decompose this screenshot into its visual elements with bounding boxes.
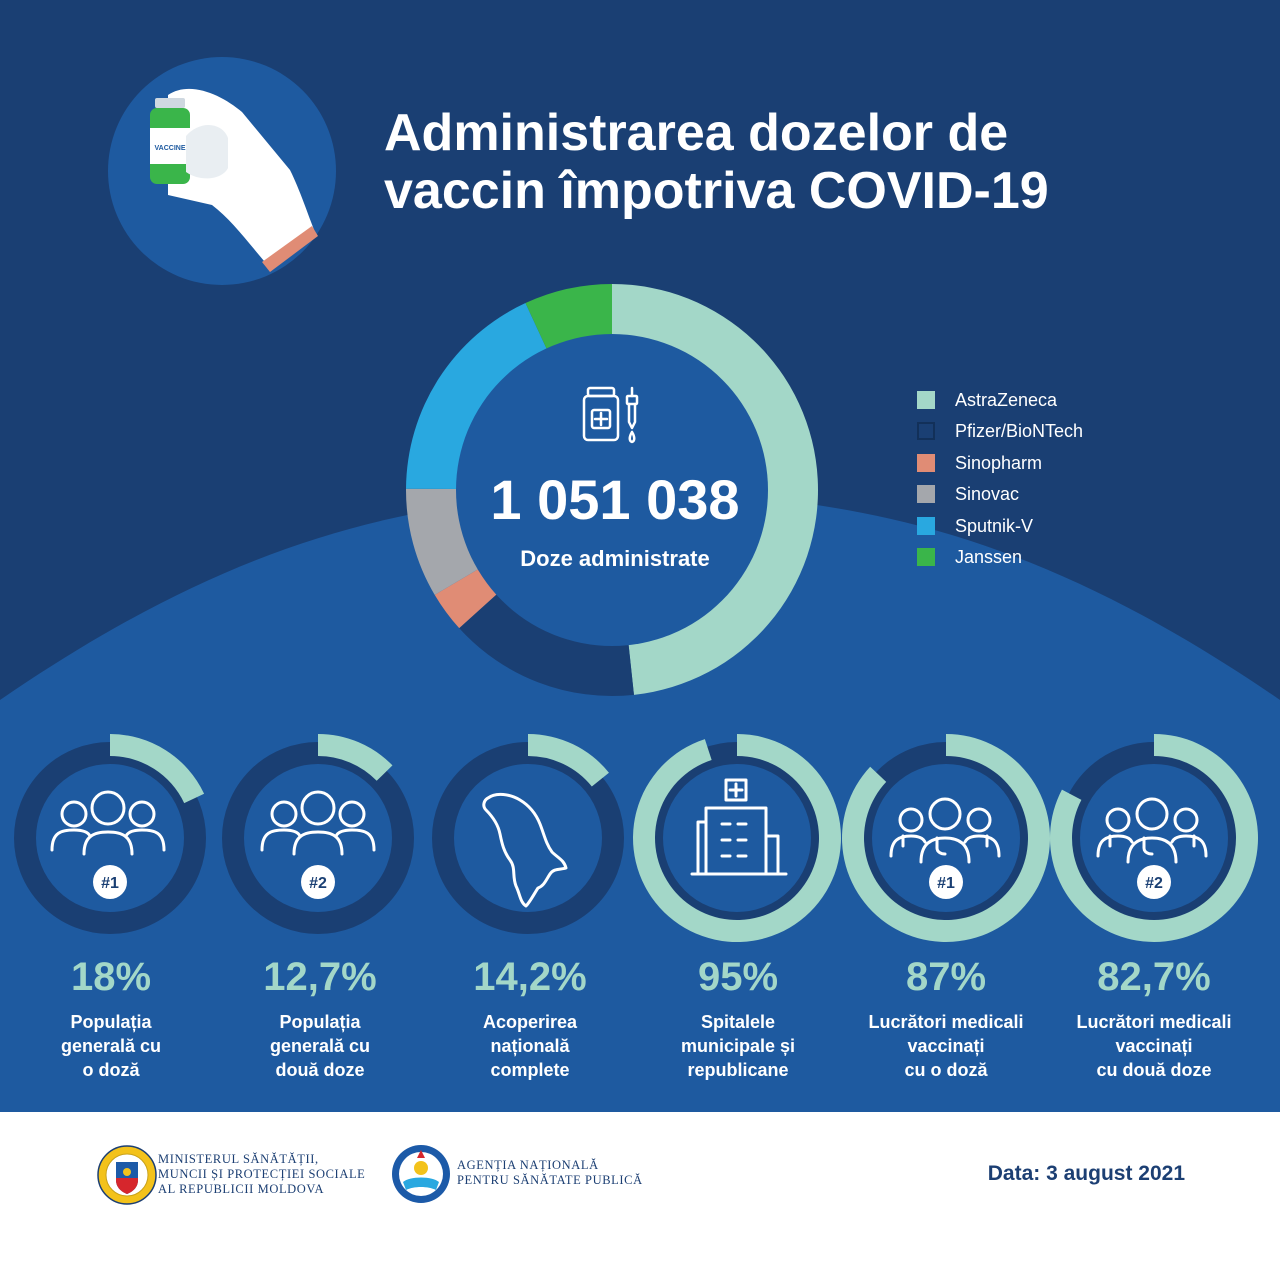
ministry-name-line: MUNCII ȘI PROTECȚIEI SOCIALE: [158, 1167, 366, 1181]
legend-label: AstraZeneca: [955, 389, 1058, 410]
vial-label: VACCINE: [154, 145, 186, 152]
badge-label: #2: [309, 875, 327, 892]
ministry-logo-block: [158, 1152, 365, 1197]
badge-label: #2: [1145, 875, 1163, 892]
dose-badge: [929, 865, 963, 899]
ministry-name-line: MINISTERUL SĂNĂTĂȚII,: [158, 1152, 319, 1166]
legend-item-sinovac: [917, 479, 1177, 511]
stat-percent: 82,7%: [1097, 955, 1211, 999]
stat-population-two-doses: [220, 954, 420, 1082]
stat-line: vaccinați: [1115, 1036, 1193, 1056]
page-title: [384, 104, 1204, 220]
stat-line: Spitalele: [700, 1012, 776, 1032]
legend-label: Janssen: [955, 547, 1023, 568]
chart-legend: [917, 384, 1177, 573]
stat-line: Lucrători medicali: [868, 1012, 1024, 1032]
total-doses-label: Doze administrate: [520, 546, 710, 571]
stat-line: națională: [490, 1036, 570, 1056]
legend-swatch: [917, 517, 935, 535]
stat-line: Populația: [70, 1012, 152, 1032]
stat-percent: 14,2%: [473, 955, 587, 999]
dose-badge: [93, 865, 127, 899]
legend-label: Sinopharm: [955, 452, 1043, 473]
stat-medics-one-dose: [846, 954, 1046, 1082]
ministry-name-line: AL REPUBLICII MOLDOVA: [158, 1182, 325, 1196]
stat-line: complete: [490, 1060, 570, 1080]
stat-percent: 12,7%: [263, 955, 377, 999]
legend-item-sinopharm: [917, 447, 1177, 479]
stat-line: municipale și: [680, 1036, 796, 1056]
agency-name-line: PENTRU SĂNĂTATE PUBLICĂ: [457, 1173, 643, 1187]
stat-line: generală cu: [60, 1036, 162, 1056]
ministry-name: [158, 1152, 365, 1197]
legend-item-pfizer: [917, 416, 1177, 448]
badge-label: #1: [101, 875, 119, 892]
dose-badge: [1137, 865, 1171, 899]
stat-national-coverage: [430, 954, 630, 1082]
title-line-2: vaccin împotriva COVID-19: [384, 162, 1049, 220]
stat-percent: 18%: [70, 955, 152, 999]
legend-swatch: [917, 548, 935, 566]
legend-item-astrazeneca: [917, 384, 1177, 416]
stat-description: [11, 1010, 211, 1082]
agency-logo-block: [457, 1158, 643, 1188]
agency-logo-icon: [392, 1145, 450, 1203]
stat-line: Populația: [279, 1012, 361, 1032]
stat-line: Lucrători medicali: [1076, 1012, 1232, 1032]
stat-line: cu o doză: [904, 1060, 988, 1080]
legend-label: Sputnik-V: [955, 515, 1034, 536]
legend-item-janssen: [917, 542, 1177, 574]
report-date: Data: 3 august 2021: [987, 1162, 1185, 1185]
stat-line: Acoperirea: [482, 1012, 578, 1032]
title-line-1: Administrarea dozelor de: [384, 104, 1009, 162]
stat-percent: 87%: [905, 955, 987, 999]
ministry-coat-of-arms-icon: [98, 1146, 156, 1204]
legend-label: Pfizer/BioNTech: [955, 421, 1084, 442]
stat-line: o doză: [82, 1060, 140, 1080]
agency-name: [457, 1158, 643, 1188]
stat-medics-two-doses: [1054, 954, 1254, 1082]
legend-swatch: [917, 454, 935, 472]
stat-line: două doze: [275, 1060, 365, 1080]
dose-badge: [301, 865, 335, 899]
legend-swatch: [917, 422, 935, 440]
legend-swatch: [917, 391, 935, 409]
stat-line: republicane: [687, 1060, 789, 1080]
total-doses-value: 1 051 038: [490, 468, 740, 531]
stat-percent: 95%: [697, 955, 779, 999]
badge-label: #1: [937, 875, 955, 892]
stat-hospitals: [638, 954, 838, 1082]
legend-swatch: [917, 485, 935, 503]
stat-description: [638, 1010, 838, 1082]
stat-line: generală cu: [269, 1036, 371, 1056]
stat-population-one-dose: [11, 954, 211, 1082]
agency-name-line: AGENȚIA NAȚIONALĂ: [457, 1158, 599, 1172]
vaccine-hand-icon: [108, 57, 336, 285]
stat-line: cu două doze: [1096, 1060, 1212, 1080]
legend-label: Sinovac: [955, 484, 1020, 505]
stat-description: [1054, 1010, 1254, 1082]
stat-description: [846, 1010, 1046, 1082]
stat-description: [220, 1010, 420, 1082]
legend-item-sputnik: [917, 510, 1177, 542]
stat-description: [430, 1010, 630, 1082]
stat-line: vaccinați: [907, 1036, 985, 1056]
